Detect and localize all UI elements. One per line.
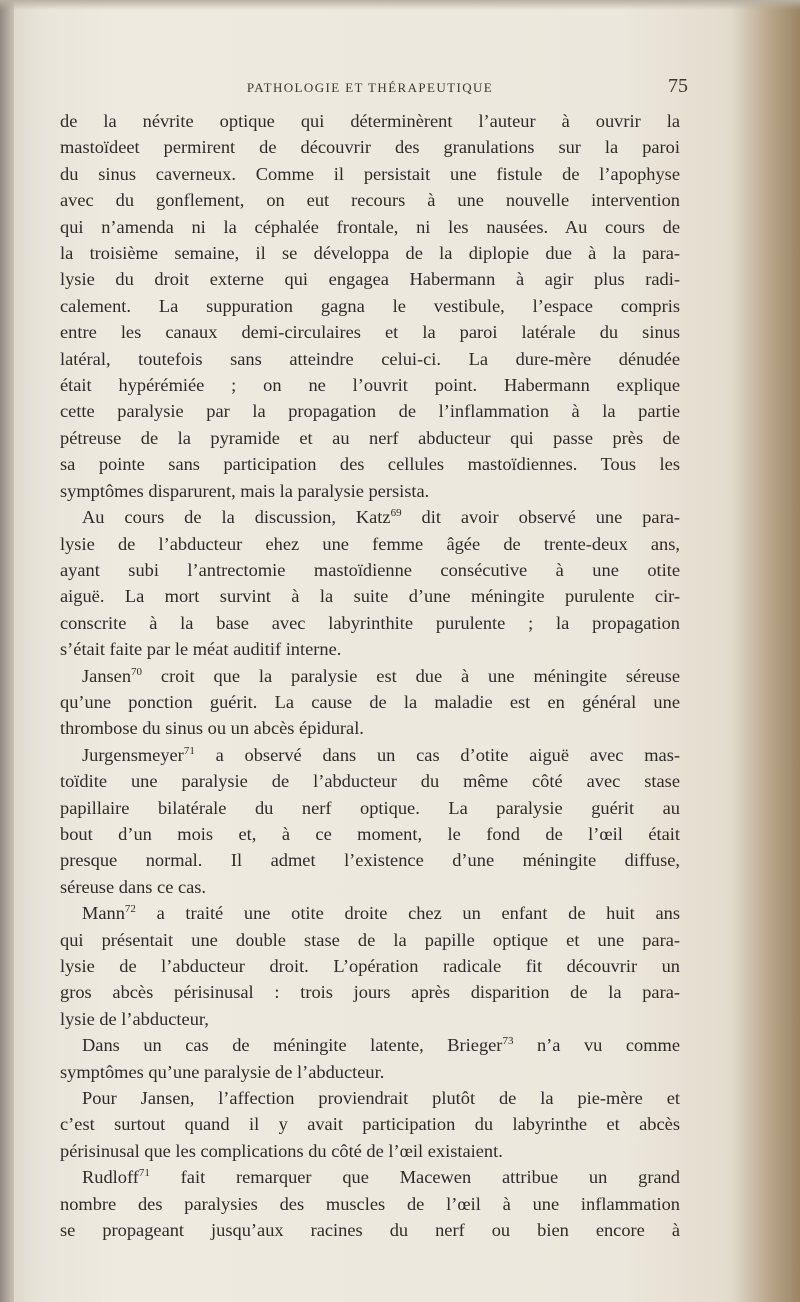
text-segment: sa pointe sans participation des cellules mastoïdiennes. Tous les (60, 454, 680, 475)
text-segment: lysie de l’abducteur droit. L’opération radicale fit découvrir un (60, 956, 680, 976)
text-line (60, 1217, 680, 1243)
text-line (60, 214, 680, 240)
text-line (60, 1138, 680, 1164)
text-segment: lysie de l’abducteur ehez une femme âgée de trente-deux ans, (60, 533, 680, 554)
text-line (60, 372, 680, 398)
text-line (60, 1085, 680, 1111)
text-line (60, 266, 680, 292)
text-segment: périsinusal que les complications du côté de l’œil existaient. (60, 1140, 503, 1161)
page-number: 75 (668, 75, 688, 97)
text-line (60, 715, 680, 741)
body-text (60, 108, 680, 1243)
text-segment: mastoïdeet permirent de découvrir des granulations sur la paroi (60, 137, 680, 158)
text-segment: la troisième semaine, il se développa de la diplopie due à la para- (60, 243, 680, 264)
text-segment: s’était faite par le méat auditif interne. (60, 639, 342, 660)
text-line (60, 557, 680, 583)
text-line (60, 742, 680, 768)
text-line (60, 663, 680, 689)
text-segment: n’a vu comme (513, 1035, 680, 1056)
text-line (60, 953, 680, 979)
text-line (60, 346, 680, 372)
footnote-reference: 72 (124, 903, 136, 916)
footnote-reference: 70 (131, 665, 143, 678)
text-segment: Mann (82, 903, 125, 924)
text-segment: avec du gonflement, on eut recours à une nouvelle intervention (60, 190, 680, 211)
text-line (60, 478, 680, 504)
text-line (60, 689, 680, 715)
text-line (60, 425, 680, 451)
text-segment: Rudloff (82, 1167, 139, 1188)
text-line (60, 927, 680, 953)
text-line (60, 531, 680, 557)
text-segment: dit avoir observé une para- (401, 507, 680, 528)
text-line (60, 821, 680, 847)
text-line (60, 1111, 680, 1137)
text-segment: entre les canaux demi-circulaires et la paroi latérale du sinus (60, 322, 680, 343)
text-segment: se propageant jusqu’aux racines du nerf ou bien encore à (60, 1220, 680, 1241)
text-line (60, 874, 680, 900)
text-line (60, 636, 680, 662)
text-segment: Jurgensmeyer (82, 744, 184, 765)
text-segment: lysie de l’abducteur, (60, 1008, 209, 1029)
book-page (60, 68, 688, 1243)
text-segment: fait remarquer que Macewen attribue un grand (149, 1167, 680, 1188)
text-line (60, 240, 680, 266)
text-segment: gros abcès périsinusal : trois jours après disparition de la para- (60, 982, 680, 1003)
text-segment: qu’une ponction guérit. La cause de la maladie est en général une (60, 691, 680, 712)
text-segment: presque normal. Il admet l’existence d’une méningite diffuse, (60, 850, 680, 871)
text-line (60, 187, 680, 213)
text-segment: cette paralysie par la propagation de l’inflammation à la partie (60, 401, 680, 422)
text-segment: de la névrite optique qui déterminèrent l’auteur à ouvrir la (60, 111, 680, 131)
text-line (60, 979, 680, 1005)
text-line (60, 583, 680, 609)
text-segment: a observé dans un cas d’otite aiguë avec mas- (194, 744, 680, 765)
text-line (60, 451, 680, 477)
text-line (60, 768, 680, 794)
text-segment: Pour Jansen, l’affection proviendrait plutôt de la pie-mère et (82, 1088, 680, 1109)
footnote-reference: 71 (183, 744, 195, 757)
text-line (60, 1006, 680, 1032)
text-line (60, 1164, 680, 1190)
text-segment: toïdite une paralysie de l’abducteur du même côté avec stase (60, 771, 680, 792)
text-line (60, 293, 680, 319)
text-line (60, 1059, 680, 1085)
text-segment: c’est surtout quand il y avait participation du labyrinthe et abcès (60, 1114, 680, 1135)
text-line (60, 398, 680, 424)
text-segment: symptômes qu’une paralysie de l’abducteur. (60, 1061, 385, 1082)
text-segment: nombre des paralysies des muscles de l’œil à une inflammation (60, 1193, 680, 1214)
footnote-reference: 71 (138, 1167, 150, 1180)
footnote-reference: 69 (390, 507, 402, 520)
text-segment: était hypérémiée ; on ne l’ouvrit point. Habermann explique (60, 375, 680, 396)
text-segment: lysie du droit externe qui engagea Habermann à agir plus radi- (60, 269, 680, 290)
text-segment: Au cours de la discussion, Katz (82, 507, 391, 528)
text-segment: calement. La suppuration gagna le vestibule, l’espace compris (60, 295, 680, 316)
text-segment: séreuse dans ce cas. (60, 876, 207, 897)
text-line (60, 795, 680, 821)
text-line (60, 610, 680, 636)
text-segment: du sinus caverneux. Comme il persistait une fistule de l’apophyse (60, 163, 680, 184)
text-segment: Jansen (82, 665, 132, 686)
text-segment: a traité une otite droite chez un enfant de huit ans (135, 903, 680, 924)
text-segment: Dans un cas de méningite latente, Brieger (82, 1035, 503, 1056)
text-line (60, 504, 680, 530)
text-segment: papillaire bilatérale du nerf optique. La paralysie guérit au (60, 797, 680, 818)
text-segment: latéral, toutefois sans atteindre celui-ci. La dure-mère dénudée (60, 348, 680, 369)
text-line (60, 1191, 680, 1217)
text-line (60, 161, 680, 187)
text-segment: pétreuse de la pyramide et au nerf abducteur qui passe près de (60, 427, 680, 448)
text-line (60, 108, 680, 134)
text-segment: thrombose du sinus ou un abcès épidural. (60, 718, 364, 739)
text-line (60, 847, 680, 873)
text-segment: qui n’amenda ni la céphalée frontale, ni les nausées. Au cours de (60, 216, 680, 237)
footnote-reference: 73 (502, 1035, 514, 1048)
text-segment: conscrite à la base avec labyrinthite purulente ; la propagation (60, 612, 680, 633)
text-segment: qui présentait une double stase de la papille optique et une para- (60, 929, 680, 950)
text-segment: ayant subi l’antrectomie mastoïdienne consécutive à une otite (60, 559, 680, 580)
running-title: PATHOLOGIE ET THÉRAPEUTIQUE (246, 80, 494, 95)
text-line (60, 1032, 680, 1058)
text-segment: croit que la paralysie est due à une méningite séreuse (142, 665, 680, 686)
text-segment: bout d’un mois et, à ce moment, le fond de l’œil était (60, 823, 680, 844)
text-segment: symptômes disparurent, mais la paralysie persista. (60, 480, 430, 501)
text-line (60, 319, 680, 345)
text-line (60, 900, 680, 926)
running-head (60, 68, 688, 108)
text-segment: aiguë. La mort survint à la suite d’une méningite purulente cir- (60, 586, 680, 607)
text-line (60, 134, 680, 160)
